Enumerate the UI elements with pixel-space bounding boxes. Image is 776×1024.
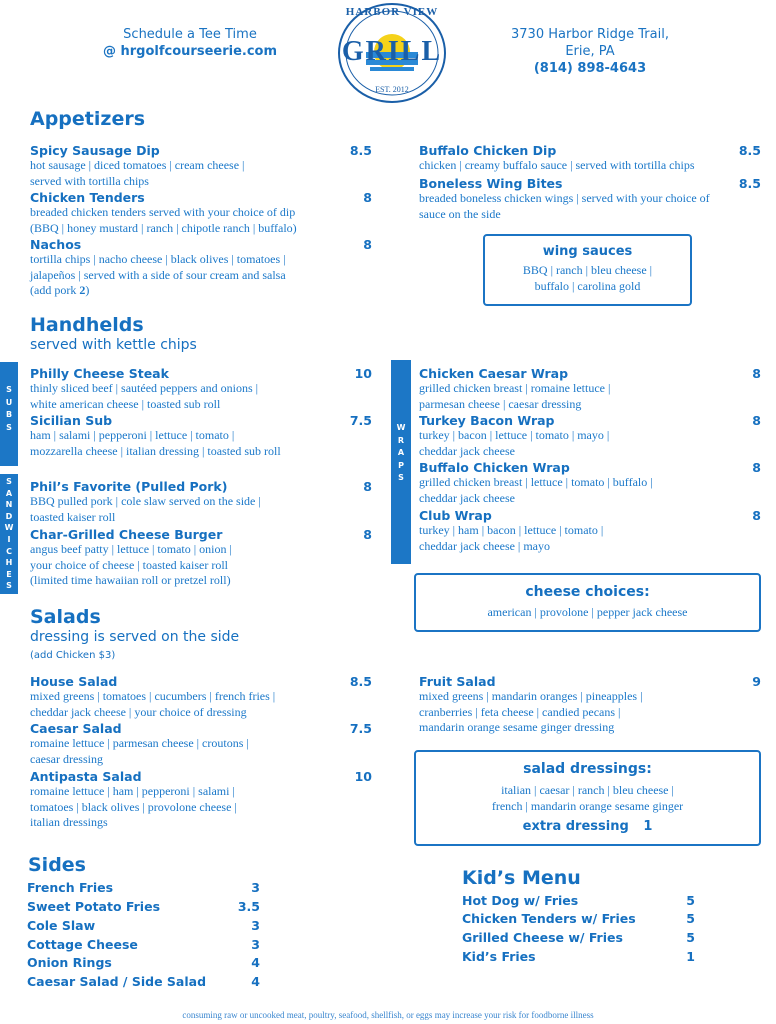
item-desc: cranberries | feta cheese | candied pecans |	[419, 704, 621, 719]
item-name: Fruit Salad	[419, 674, 496, 689]
salad-dressings-box	[414, 750, 761, 846]
menu-item	[30, 527, 372, 589]
side-price: 4	[251, 974, 260, 989]
item-desc-bold: 2	[79, 283, 86, 297]
item-desc: cheddar jack cheese	[419, 443, 515, 458]
menu-item	[30, 366, 372, 412]
kids-price: 5	[686, 893, 695, 908]
side-item	[27, 974, 260, 989]
box-line: buffalo | carolina gold	[534, 279, 641, 293]
item-desc: mozzarella cheese | italian dressing | toasted sub roll	[30, 443, 281, 458]
menu-item	[419, 176, 761, 222]
side-item	[27, 918, 260, 933]
item-price: 8.5	[349, 674, 372, 689]
item-desc	[30, 283, 372, 299]
item-price: 8	[363, 190, 372, 205]
item-price: 8	[752, 460, 761, 475]
item-desc: mixed greens | mandarin oranges | pineapples |	[419, 689, 643, 703]
item-desc: served with tortilla chips	[30, 173, 149, 188]
phone-number[interactable]: (814) 898-4643	[533, 61, 647, 76]
tab-letter: B	[5, 410, 13, 420]
tab-letter: U	[5, 397, 13, 407]
item-desc: angus beef patty | lettuce | tomato | onion |	[30, 542, 232, 556]
side-item	[27, 937, 260, 952]
tab-letter: D	[5, 511, 13, 521]
menu-item	[419, 508, 761, 554]
item-desc: cheddar jack cheese	[419, 490, 515, 505]
kids-name: Kid’s Fries	[462, 949, 536, 964]
subs-tab	[0, 362, 18, 466]
menu-item	[419, 674, 761, 736]
side-price: 4	[251, 955, 260, 970]
item-desc: toasted kaiser roll	[30, 509, 116, 524]
item-name: Turkey Bacon Wrap	[419, 413, 555, 428]
tab-letter: E	[6, 569, 12, 579]
cheese-choices-box	[414, 573, 761, 632]
box-line: french | mandarin orange sesame ginger	[491, 799, 684, 813]
logo	[336, 2, 448, 104]
tab-letter: S	[398, 473, 404, 483]
header-right	[480, 26, 700, 77]
tab-letter: S	[6, 422, 12, 432]
side-item	[27, 880, 260, 895]
tab-letter: N	[5, 500, 13, 510]
item-desc: breaded boneless chicken wings | served with your choice of	[419, 191, 710, 205]
item-desc: BBQ pulled pork | cole slaw served on the side |	[30, 494, 261, 508]
side-item	[27, 899, 260, 914]
kids-name: Hot Dog w/ Fries	[462, 893, 579, 908]
item-desc: (limited time hawaiian roll or pretzel roll)	[30, 573, 231, 587]
item-name: Char-Grilled Cheese Burger	[30, 527, 223, 542]
tab-letter: P	[398, 460, 404, 470]
wing-sauces-box	[483, 234, 692, 306]
item-name: Chicken Tenders	[30, 190, 145, 205]
tab-letter: I	[7, 534, 11, 544]
item-price: 8.5	[738, 176, 761, 191]
salads-heading: Salads	[30, 606, 101, 628]
item-desc: turkey | ham | bacon | lettuce | tomato |	[419, 523, 604, 537]
item-desc: ham | salami | pepperoni | lettuce | tomato |	[30, 428, 235, 442]
item-desc-part: )	[85, 283, 90, 297]
kids-price: 1	[686, 949, 695, 964]
item-price: 8.5	[738, 143, 761, 158]
kids-item	[462, 893, 695, 908]
tab-letter: S	[6, 581, 12, 591]
item-desc: jalapeños | served with a side of sour cream and salsa	[30, 267, 286, 282]
menu-item	[30, 769, 372, 831]
box-title: wing sauces	[542, 244, 633, 259]
kids-item	[462, 911, 695, 926]
logo-main-text: GRILL	[341, 36, 443, 67]
tab-letter: A	[397, 448, 405, 458]
item-desc: grilled chicken breast | romaine lettuce |	[419, 381, 611, 395]
item-desc: white american cheese | toasted sub roll	[30, 396, 221, 411]
side-name: French Fries	[27, 880, 114, 895]
handhelds-heading: Handhelds	[30, 314, 144, 336]
side-name: Onion Rings	[27, 955, 112, 970]
menu-item	[30, 413, 372, 459]
item-name: Sicilian Sub	[30, 413, 113, 428]
menu-item	[30, 143, 372, 189]
tab-letter: C	[6, 546, 12, 556]
item-name: Spicy Sausage Dip	[30, 143, 160, 158]
item-desc: sauce on the side	[419, 206, 501, 221]
side-name: Caesar Salad / Side Salad	[27, 974, 207, 989]
box-title: salad dressings:	[523, 761, 652, 777]
address-line: 3730 Harbor Ridge Trail,	[511, 27, 669, 42]
tab-letter: W	[4, 523, 14, 533]
item-price: 8	[752, 366, 761, 381]
item-desc: tortilla chips | nacho cheese | black olives | tomatoes |	[30, 252, 286, 266]
item-price: 10	[354, 769, 372, 784]
item-price: 7.5	[349, 413, 372, 428]
kids-price: 5	[686, 911, 695, 926]
menu-item	[419, 460, 761, 506]
item-desc: cheddar jack cheese | mayo	[419, 538, 550, 553]
footer-disclaimer: consuming raw or uncooked meat, poultry, seafood, shellfish, or eggs may increase your risk for foodborne illness	[182, 1010, 594, 1020]
item-name: Club Wrap	[419, 508, 492, 523]
item-desc: cheddar jack cheese | your choice of dressing	[30, 704, 247, 719]
item-name: Philly Cheese Steak	[30, 366, 169, 381]
city-line: Erie, PA	[565, 44, 615, 59]
kids-heading: Kid’s Menu	[462, 867, 581, 889]
wraps-tab	[391, 360, 411, 564]
item-desc: mixed greens | tomatoes | cucumbers | french fries |	[30, 689, 276, 703]
side-price: 3	[251, 918, 260, 933]
item-name: Chicken Caesar Wrap	[419, 366, 569, 381]
item-desc: romaine lettuce | parmesan cheese | croutons |	[30, 736, 249, 750]
website-link[interactable]: @ hrgolfcourseerie.com	[102, 44, 278, 59]
side-item	[27, 955, 260, 970]
box-line: american | provolone | pepper jack cheese	[487, 605, 688, 619]
item-desc: (BBQ | honey mustard | ranch | chipotle ranch | buffalo)	[30, 220, 297, 235]
item-price: 8.5	[349, 143, 372, 158]
item-price: 8	[363, 527, 372, 542]
item-desc: parmesan cheese | caesar dressing	[419, 396, 582, 411]
side-price: 3.5	[237, 899, 260, 914]
item-name: Buffalo Chicken Dip	[419, 143, 557, 158]
kids-name: Grilled Cheese w/ Fries	[462, 930, 623, 945]
menu-item	[30, 237, 372, 299]
item-price: 7.5	[349, 721, 372, 736]
item-price: 8	[752, 508, 761, 523]
extra-dressing-row	[416, 819, 759, 834]
item-price: 8	[363, 479, 372, 494]
logo-bottom-text: EST. 2012	[375, 85, 409, 94]
side-price: 3	[251, 937, 260, 952]
header-left	[80, 26, 300, 60]
item-price: 10	[354, 366, 372, 381]
item-desc: romaine lettuce | ham | pepperoni | salami |	[30, 784, 235, 798]
sides-heading: Sides	[28, 854, 86, 876]
tab-letter: S	[6, 477, 12, 486]
item-desc: your choice of cheese | toasted kaiser roll	[30, 557, 228, 572]
tab-letter: R	[397, 435, 405, 445]
extra-dressing-label: extra dressing	[522, 819, 629, 834]
box-line: italian | caesar | ranch | bleu cheese |	[501, 783, 674, 797]
menu-item	[419, 143, 761, 174]
side-name: Sweet Potato Fries	[27, 899, 161, 914]
item-name: Caesar Salad	[30, 721, 122, 736]
item-desc: hot sausage | diced tomatoes | cream cheese |	[30, 158, 245, 172]
item-desc: grilled chicken breast | lettuce | tomato | buffalo |	[419, 475, 653, 489]
item-price: 8	[752, 413, 761, 428]
item-name: Antipasta Salad	[30, 769, 142, 784]
box-line: BBQ | ranch | bleu cheese |	[522, 263, 653, 277]
handhelds-subtitle: served with kettle chips	[30, 337, 197, 353]
tee-time-label: Schedule a Tee Time	[123, 27, 257, 42]
sandwiches-tab	[0, 474, 18, 594]
logo-top-text: HARBOR VIEW	[345, 6, 439, 18]
side-name: Cottage Cheese	[27, 937, 138, 952]
tab-letter: H	[5, 558, 13, 568]
menu-item	[419, 366, 761, 412]
item-desc: thinly sliced beef | sautéed peppers and onions |	[30, 381, 259, 395]
item-desc: tomatoes | black olives | provolone cheese |	[30, 799, 237, 814]
item-desc: caesar dressing	[30, 751, 103, 766]
kids-item	[462, 930, 695, 945]
item-price: 9	[752, 674, 761, 689]
menu-item	[30, 721, 372, 767]
menu-item	[30, 479, 372, 525]
tab-letter: S	[6, 385, 12, 394]
item-desc: mandarin orange sesame ginger dressing	[419, 720, 615, 734]
item-desc-part: (add pork	[30, 283, 80, 297]
item-desc: breaded chicken tenders served with your choice of dip	[30, 205, 296, 219]
item-desc: turkey | bacon | lettuce | tomato | mayo |	[419, 428, 610, 442]
item-price: 8	[363, 237, 372, 252]
item-name: Boneless Wing Bites	[419, 176, 563, 191]
menu-item	[419, 413, 761, 459]
item-name: House Salad	[30, 674, 118, 689]
kids-price: 5	[686, 930, 695, 945]
tab-letter: W	[396, 423, 406, 432]
kids-item	[462, 949, 695, 964]
menu-item	[30, 674, 372, 720]
salads-note: (add Chicken $3)	[30, 650, 116, 661]
salads-subtitle: dressing is served on the side	[30, 629, 240, 645]
item-name: Buffalo Chicken Wrap	[419, 460, 570, 475]
menu-item	[30, 190, 372, 236]
item-name: Nachos	[30, 237, 82, 252]
item-desc: chicken | creamy buffalo sauce | served with tortilla chips	[419, 158, 695, 172]
item-desc: italian dressings	[30, 815, 108, 829]
tab-letter: A	[5, 488, 13, 498]
kids-name: Chicken Tenders w/ Fries	[462, 911, 636, 926]
appetizers-heading: Appetizers	[30, 108, 146, 130]
item-name: Phil’s Favorite (Pulled Pork)	[30, 479, 228, 494]
extra-dressing-price: 1	[643, 819, 653, 834]
side-name: Cole Slaw	[27, 918, 96, 933]
side-price: 3	[251, 880, 260, 895]
box-title: cheese choices:	[525, 584, 650, 600]
